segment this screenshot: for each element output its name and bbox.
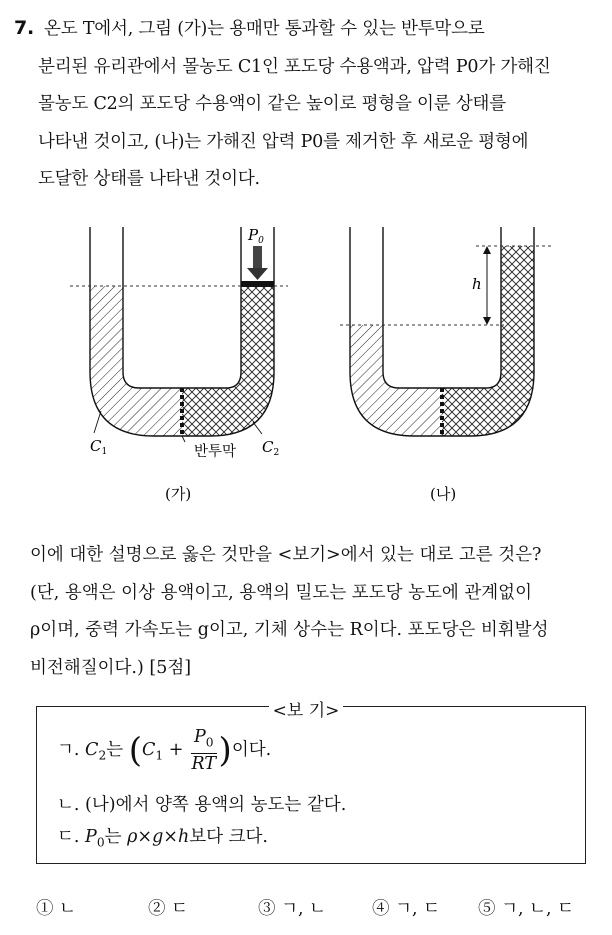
choice-1[interactable]: ① ㄴ [36,899,76,919]
stem-line-3: 몰농도 C2의 포도당 수용액이 같은 높이로 평형을 이룬 상태를 [38,94,506,114]
pressure-arrow-head [247,268,268,280]
question-condition [30,537,600,687]
piston [241,281,274,287]
condition-line-1: 이에 대한 설명으로 옳은 것만을 <보기>에서 있는 대로 고른 것은? [30,545,542,565]
condition-line-2: (단, 용액은 이상 용액이고, 용액의 밀도는 포도당 농도에 관계없이 [30,582,532,603]
condition-line-4: 비전해질이다.) [5점] [30,657,192,678]
stem-text-1: 온도 T에서, 그림 (가)는 용매만 통과할 수 있는 반투막으로 [44,19,485,39]
figure-na [340,227,552,503]
tube-inner-na [383,227,501,388]
figure-ga [70,226,288,503]
statement-a: ㄱ. $C_2$는 ($C_1$ + $\frac{P_0}{RT}$ )이다. [57,727,272,774]
question-number: 7. [14,17,35,39]
c2-symbol: $C_2$ [85,739,107,763]
c2-leader [253,422,262,434]
statement-a-marker: ㄱ. [57,739,80,760]
stem-line-5: 도달한 상태를 나타낸 것이다. [38,169,260,189]
condition-line-3: ρ이며, 중력 가속도는 g이고, 기체 상수는 R이다. 포도당은 비휘발성 [30,620,549,640]
height-arrow-bottom [483,317,491,325]
statement-c-tail: 보다 크다. [189,827,268,847]
stem-line-4: 나타낸 것이고, (나)는 가해진 압력 P0를 제거한 후 새로운 평형에 [38,131,529,152]
figure-label-na: (나) [430,485,457,503]
tube-inner-ga [123,227,241,388]
choice-3[interactable]: ③ ㄱ, ㄴ [258,899,326,919]
pressure-label: $P_0$ [248,226,264,246]
statement-c: ㄷ. $P_0$는 ρ×g×h보다 크다. [57,827,268,850]
c1-label: $C_1$ [90,437,108,457]
height-label: h [472,275,482,293]
choice-4[interactable]: ④ ㄱ, ㄷ [372,899,440,919]
p0-over-rt-fraction: $\frac{P_0}{RT}$ [191,727,217,774]
c2-label: $C_2$ [262,438,280,458]
membrane-label: 반투막 [194,444,237,460]
statement-c-marker: ㄷ. [57,827,80,847]
question-stem [14,10,599,199]
stem-line-2: 분리된 유리관에서 몰농도 C1인 포도당 수용액과, 압력 P0가 가해진 [38,56,551,77]
bogi-box [36,706,586,864]
figure-label-ga: (가) [165,485,192,503]
bogi-title: <보 기> [0,696,612,721]
height-arrow-top [483,246,491,254]
pressure-arrow-shaft [253,246,262,270]
choice-5[interactable]: ⑤ ㄱ, ㄴ, ㄷ [478,899,575,919]
choice-2[interactable]: ② ㄷ [148,899,188,919]
c1-leader [94,411,101,433]
u-tube-figure [60,212,600,522]
statement-b: ㄴ. (나)에서 양쪽 용액의 농도는 같다. [57,795,347,815]
stem-line-1 [14,10,599,49]
statement-a-tail: 이다. [231,739,272,760]
membrane-leader [182,436,185,442]
